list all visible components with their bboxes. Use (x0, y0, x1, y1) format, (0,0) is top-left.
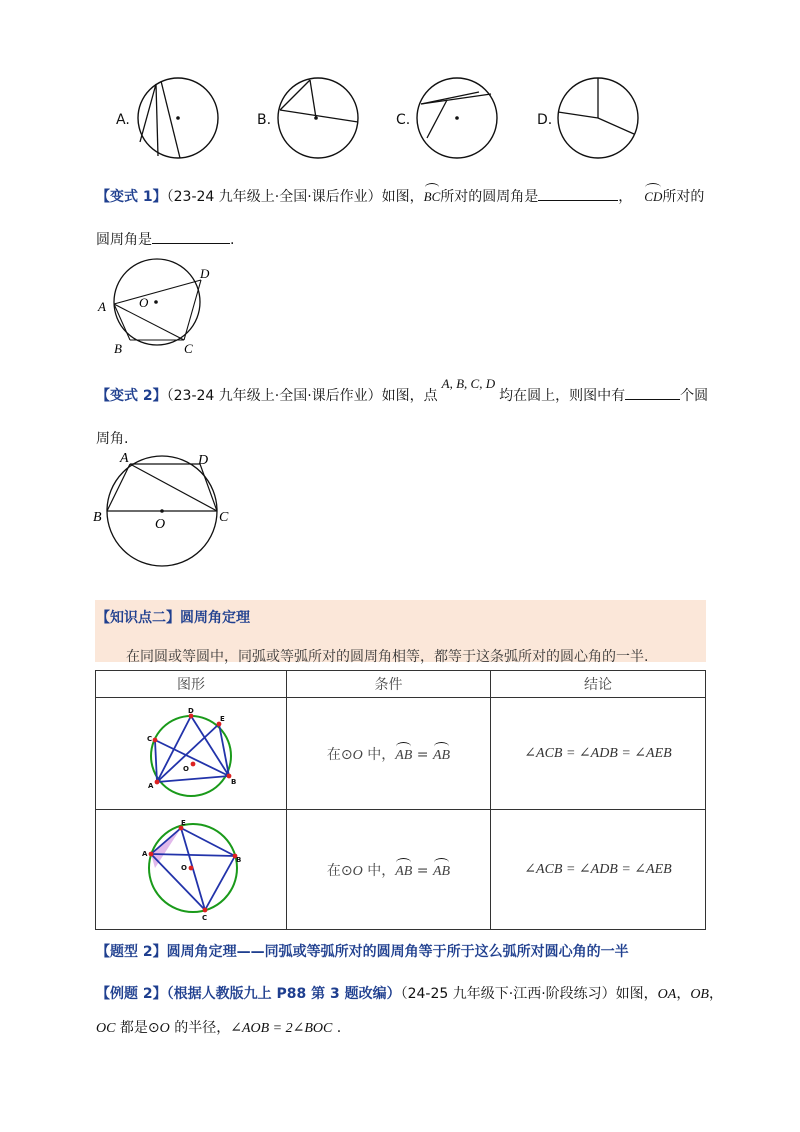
table-header-figure: 图形 (96, 671, 287, 698)
img2-label-c: C (202, 913, 208, 922)
option-a-figure (136, 76, 220, 160)
table-cell-conclusion: ∠ACB = ∠ADB = ∠AEB (491, 698, 706, 810)
cond-eq: = (412, 746, 433, 763)
option-d-letter: D. (537, 112, 553, 128)
img1-label-d: D (188, 706, 194, 715)
variant-2-points: A, B, C, D (441, 376, 496, 391)
example-2-oa: OA (657, 987, 677, 1002)
cond-o: O (352, 863, 363, 879)
fig2-label-o: O (155, 517, 166, 532)
cond-mid: 中， (362, 862, 396, 879)
option-c-letter: C. (396, 112, 411, 128)
answer-blank-2[interactable] (152, 243, 230, 244)
fig2-label-b: B (93, 510, 102, 525)
answer-blank-1[interactable] (538, 200, 618, 201)
table-cell-figure (96, 810, 287, 930)
option-c-figure (415, 76, 499, 160)
table-header-conclusion: 结论 (491, 671, 706, 698)
variant-1-tag: 【变式 1】 (96, 189, 167, 205)
variant-2-line2 (96, 428, 128, 448)
example-2-sep: ， (676, 986, 691, 1002)
option-a-letter: A. (116, 112, 130, 128)
img1-label-c: C (147, 734, 153, 743)
theorem-table (95, 670, 706, 930)
fig2-label-c: C (219, 510, 229, 525)
variant-1-line2-text: 圆周角是 (96, 232, 152, 248)
variant-1-tail: 所对的 (662, 189, 705, 205)
option-b-letter: B. (257, 112, 272, 128)
table-cell-figure (96, 698, 287, 810)
cond-eq: = (412, 862, 433, 879)
fig1-label-o: O (139, 295, 149, 310)
example-2-text-c: 的半径， (169, 1020, 231, 1036)
img1-label-e: E (220, 714, 225, 723)
variant-1-mid: 所对的圆周角是 (440, 189, 539, 205)
example-2-line1 (96, 983, 723, 1003)
variant-2-figure (92, 450, 237, 570)
variant-2-mid: 均在圆上，则图中有 (499, 388, 626, 404)
cond-prefix: 在⊙ (326, 746, 353, 763)
fig1-label-b: B (114, 341, 122, 356)
fig1-label-a: A (98, 299, 106, 314)
img1-label-a: A (148, 781, 154, 790)
example-2-line2 (96, 1017, 341, 1037)
img1-label-b: B (231, 777, 237, 786)
img2-label-o: O (181, 863, 187, 872)
cond-arc-a: AB (395, 863, 413, 879)
table-header-row (96, 671, 706, 698)
example-2-text-b: 都是⊙ (115, 1020, 160, 1036)
example-2-dot: . (332, 1020, 342, 1036)
fig2-label-d: D (198, 453, 209, 468)
example-2-end1: ， (708, 986, 723, 1002)
variant-2-source: （23-24 九年级上·全国·课后作业）如图，点 (166, 388, 438, 404)
variant-2-line1 (96, 376, 709, 405)
cond-arc-a: AB (395, 747, 413, 763)
example-2-ref: （根据人教版九上 P88 第 3 题改编） (166, 986, 401, 1002)
cond-arc-b: AB (432, 863, 451, 879)
cond-arc-b: AB (432, 747, 451, 763)
table-row (96, 698, 706, 810)
example-2-oc: OC (96, 1021, 116, 1036)
table-cell-conclusion: ∠ACB = ∠ADB = ∠AEB (491, 810, 706, 930)
example-2-formula: ∠AOB = 2∠BOC (230, 1021, 333, 1036)
img2-label-e: E (181, 818, 186, 827)
cond-o: O (352, 747, 363, 763)
table-header-condition: 条件 (287, 671, 491, 698)
variant-1-figure (94, 256, 224, 356)
question-type-2-title: 【题型 2】圆周角定理——同弧或等弧所对的圆周角等于所于这么弧所对圆心角的一半 (96, 944, 629, 960)
cond-mid: 中， (362, 746, 396, 763)
variant-1-end: . (230, 232, 235, 248)
example-2-ob: OB (690, 987, 709, 1002)
table-cell-condition (287, 810, 491, 930)
arc-bc: BC (423, 189, 441, 204)
fig1-label-d: D (200, 266, 210, 281)
variant-1-line2 (96, 229, 234, 249)
knowledge-point-2-title: 【知识点二】圆周角定理 (96, 610, 250, 626)
arc-cd: CD (644, 189, 663, 204)
example-2-o: O (159, 1021, 170, 1036)
option-b-figure (276, 76, 360, 160)
variant-2-tail: 个圆 (680, 388, 709, 404)
img2-label-a: A (142, 849, 148, 858)
variant-1-source: （23-24 九年级上·全国·课后作业）如图， (166, 189, 424, 205)
variant-1-comma: ， (618, 189, 633, 205)
option-d (537, 112, 552, 128)
example-2-tag: 【例题 2】 (96, 986, 167, 1002)
example-2-source: （24-25 九年级下·江西·阶段练习）如图， (400, 986, 658, 1002)
option-c (396, 112, 410, 128)
table-row (96, 810, 706, 930)
variant-1-line1 (96, 186, 704, 206)
img2-label-b: B (236, 855, 242, 864)
img1-label-o: O (183, 764, 189, 773)
option-a (116, 112, 130, 128)
table-cell-condition (287, 698, 491, 810)
answer-blank-3[interactable] (625, 399, 680, 400)
theorem-figure-2 (139, 816, 243, 924)
option-b (257, 112, 271, 128)
variant-2-tag: 【变式 2】 (96, 388, 167, 404)
option-d-figure (556, 76, 640, 160)
cond-prefix: 在⊙ (326, 862, 353, 879)
fig2-label-a: A (120, 451, 129, 466)
knowledge-point-2-body: 在同圆或等圆中，同弧或等弧所对的圆周角相等，都等于这条弧所对的圆心角的一半. (126, 649, 649, 665)
theorem-figure-1 (141, 704, 241, 804)
fig1-label-c: C (184, 341, 193, 356)
variant-2-line2-text: 周角. (96, 431, 129, 447)
